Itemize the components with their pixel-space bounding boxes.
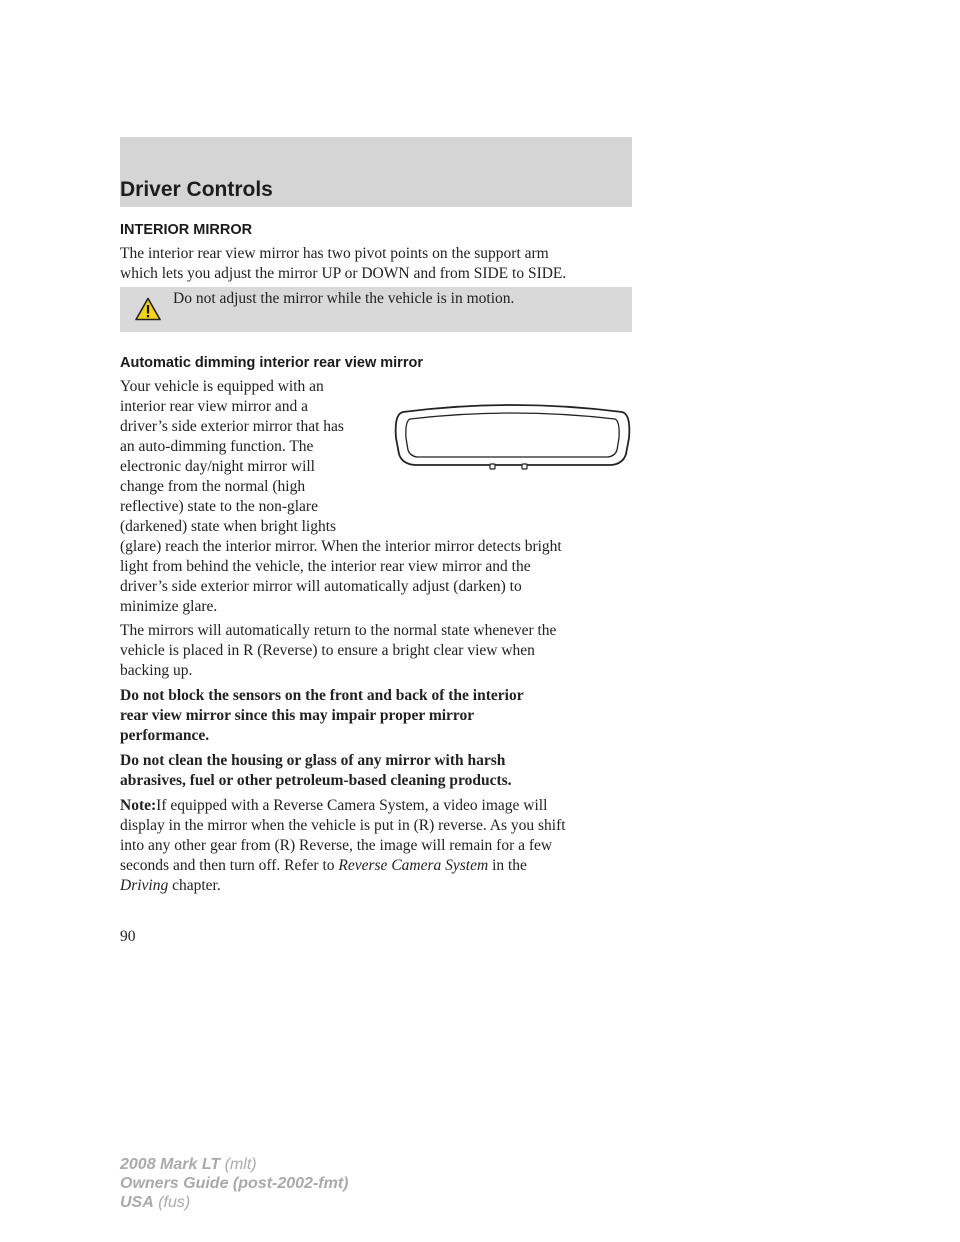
text-line: vehicle is placed in R (Reverse) to ensure a bright clear view when [120,642,535,659]
text-line: driver’s side exterior mirror that has [120,418,344,435]
sensor-icon [522,464,527,469]
text-line: (darkened) state when bright lights [120,518,337,535]
text-line: performance. [120,727,210,744]
footer-code: (mlt) [220,1156,257,1173]
footer-code: (fus) [153,1194,191,1211]
text-line: electronic day/night mirror will [120,458,315,475]
text-line: change from the normal (high [120,478,306,495]
page-title: Driver Controls [120,178,273,201]
text-line: chapter. [168,877,221,894]
text-line: which lets you adjust the mirror UP or DOWN and from SIDE to SIDE. [120,265,567,282]
note-paragraph [120,796,640,896]
footer-market: USA [120,1194,154,1211]
text-line: seconds and then turn off. Refer to [120,857,339,874]
text-line: Do not clean the housing or glass of any mirror with harsh [120,752,506,769]
text-line: display in the mirror when the vehicle is put in (R) reverse. As you shift [120,817,566,834]
note-label: Note: [120,797,157,814]
intro-paragraph [120,244,640,284]
section-heading: INTERIOR MIRROR [120,222,253,238]
text-line: Your vehicle is equipped with an [120,378,324,395]
text-line: (glare) reach the interior mirror. When the interior mirror detects bright [120,538,562,555]
footer-model: 2008 Mark LT [120,1156,221,1173]
chapter-reference: Driving [120,877,169,894]
reverse-paragraph [120,621,640,681]
text-line: minimize glare. [120,598,218,615]
page-number: 90 [120,928,136,945]
warning-text: Do not adjust the mirror while the vehicle is in motion. [173,290,515,307]
text-line: into any other gear from (R) Reverse, the image will remain for a few [120,837,553,854]
text-line: backing up. [120,662,193,679]
text-line: If equipped with a Reverse Camera System, a video image will [156,797,548,814]
sensor-caution [120,686,640,746]
cleaning-caution [120,751,640,791]
text-line: Do not block the sensors on the front and back of the interior [120,687,524,704]
text-line: driver’s side exterior mirror will automatically adjust (darken) to [120,578,522,595]
text-line: The interior rear view mirror has two pivot points on the support arm [120,245,549,262]
text-line: The mirrors will automatically return to the normal state whenever the [120,622,557,639]
subsection-heading: Automatic dimming interior rear view mirror [120,355,423,371]
text-line: rear view mirror since this may impair proper mirror [120,707,475,724]
footer-guide: Owners Guide (post-2002-fmt) [120,1175,349,1192]
footer [120,1155,348,1212]
chapter-reference: Reverse Camera System [338,857,489,874]
text-line: abrasives, fuel or other petroleum-based cleaning products. [120,772,512,789]
text-line: in the [488,857,527,874]
text-line: interior rear view mirror and a [120,398,309,415]
sensor-icon [490,464,495,469]
text-line: light from behind the vehicle, the interior rear view mirror and the [120,558,531,575]
text-line: an auto-dimming function. The [120,438,314,455]
text-line: reflective) state to the non-glare [120,498,318,515]
warning-triangle-icon [135,297,161,321]
rear-view-mirror-illustration [391,398,634,476]
